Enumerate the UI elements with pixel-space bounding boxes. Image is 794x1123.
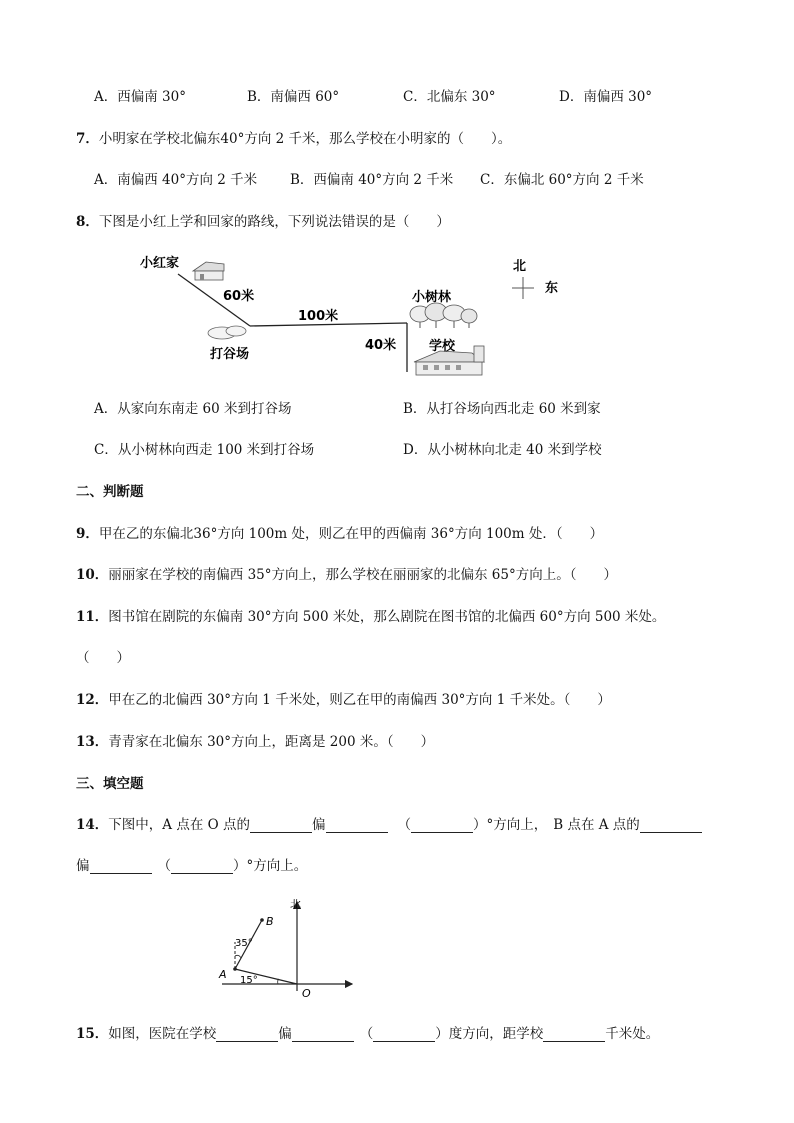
label-woods: 小树林: [412, 290, 452, 305]
q6-option-c: C．北偏东 30°: [403, 89, 496, 105]
house-icon: [193, 262, 224, 280]
q8-number: 8．: [76, 214, 99, 230]
label-home: 小红家: [140, 256, 180, 271]
question-9: [76, 526, 603, 542]
route-map-figure: [120, 250, 600, 390]
q14-blank-3[interactable]: [411, 818, 473, 833]
label-distance-100: 100米: [298, 309, 339, 324]
question-12: [76, 692, 611, 708]
q14-blank-5[interactable]: [90, 859, 152, 874]
q15-text-4: ）度方向，距学校: [435, 1026, 544, 1042]
q15-blank-1[interactable]: [216, 1027, 278, 1042]
section-heading-judgment: 二、判断题: [76, 484, 144, 500]
q6-option-b: B．南偏西 60°: [247, 89, 340, 105]
q15-blank-3[interactable]: [373, 1027, 435, 1042]
q9-number: 9．: [76, 526, 99, 542]
question-14-line-2: [76, 858, 307, 874]
q14-text-8: ）°方向上。: [233, 858, 308, 874]
q11-text: 图书馆在剧院的东偏南 30°方向 500 米处，那么剧院在图书馆的北偏西 60°方向 500 米处。: [108, 609, 666, 625]
q8-option-b: B．从打谷场向西北走 60 米到家: [403, 401, 601, 417]
q8-option-d: D．从小树林向北走 40 米到学校: [403, 442, 602, 458]
label-east: 东: [545, 281, 559, 296]
point-b: [260, 918, 264, 922]
question-10: [76, 567, 617, 583]
q13-text: 青青家在北偏东 30°方向上，距离是 200 米。（ ）: [108, 734, 435, 750]
label-distance-40: 40米: [365, 338, 397, 353]
label-b: B: [266, 915, 274, 928]
q7-number: 7．: [76, 131, 99, 147]
q15-text-3: （: [359, 1026, 374, 1042]
label-north: 北: [513, 259, 527, 274]
question-8: [76, 214, 450, 230]
q13-number: 13．: [76, 734, 109, 750]
q14-text-5: B 点在 A 点的: [553, 817, 640, 833]
direction-angle-figure: [210, 890, 360, 1002]
q7-text: 小明家在学校北偏东40°方向 2 千米，那么学校在小明家的（ ）。: [98, 131, 512, 147]
label-a: A: [219, 968, 227, 981]
threshing-field-icon: [208, 326, 246, 339]
q10-text: 丽丽家在学校的南偏西 35°方向上，那么学校在丽丽家的北偏东 65°方向上。（ ）: [108, 567, 617, 583]
q8-option-c: C．从小树林向西走 100 米到打谷场: [94, 442, 315, 458]
q14-text-2: 偏: [312, 817, 326, 833]
q15-text-5: 千米处。: [605, 1026, 660, 1042]
question-14-line-1: [76, 817, 702, 833]
q14-blank-2[interactable]: [326, 818, 388, 833]
q7-option-a: A．南偏西 40°方向 2 千米: [94, 172, 258, 188]
q8-text: 下图是小红上学和回家的路线，下列说法错误的是（ ）: [98, 214, 450, 230]
q11-answer-bracket: （ ）: [76, 650, 130, 666]
question-15: [76, 1026, 659, 1042]
q7-option-c: C．东偏北 60°方向 2 千米: [480, 172, 644, 188]
label-o: O: [302, 987, 311, 1000]
point-a: [233, 967, 237, 971]
q9-text: 甲在乙的东偏北36°方向 100m 处，则乙在甲的西偏南 36°方向 100m 处．（ ）: [98, 526, 604, 542]
q15-text-1: 如图，医院在学校: [108, 1026, 217, 1042]
q14-text-7: （: [157, 858, 171, 874]
q8-option-a: A．从家向东南走 60 米到打谷场: [94, 401, 292, 417]
label-north: 北: [290, 898, 301, 911]
q14-text-3: （: [397, 817, 411, 833]
label-distance-60: 60米: [223, 289, 255, 304]
q14-blank-1[interactable]: [250, 818, 312, 833]
q14-text-6: 偏: [76, 858, 90, 874]
q14-text-1: 下图中，A 点在 O 点的: [108, 817, 250, 833]
woods-icon: [410, 303, 477, 328]
label-angle-15: 15°: [240, 975, 258, 986]
q11-number: 11．: [76, 609, 109, 625]
section-heading-fill-in: 三、填空题: [76, 776, 144, 792]
q14-blank-4[interactable]: [640, 818, 702, 833]
q14-text-4: ）°方向上，: [473, 817, 548, 833]
q15-blank-2[interactable]: [292, 1027, 354, 1042]
label-school: 学校: [429, 339, 456, 354]
q10-number: 10．: [76, 567, 109, 583]
q6-option-a: A．西偏南 30°: [94, 89, 186, 105]
label-angle-35: 35°: [235, 938, 253, 949]
question-11: [76, 609, 665, 625]
q15-number: 15．: [76, 1026, 109, 1042]
label-field: 打谷场: [210, 347, 250, 362]
q12-text: 甲在乙的北偏西 30°方向 1 千米处，则乙在甲的南偏西 30°方向 1 千米处。（ ）: [108, 692, 611, 708]
q7-option-b: B．西偏南 40°方向 2 千米: [290, 172, 454, 188]
q14-number: 14．: [76, 817, 109, 833]
q6-option-d: D．南偏西 30°: [559, 89, 653, 105]
q15-blank-4[interactable]: [543, 1027, 605, 1042]
angle-arc-35: [235, 955, 241, 958]
q14-blank-6[interactable]: [171, 859, 233, 874]
question-7: [76, 131, 511, 147]
q12-number: 12．: [76, 692, 109, 708]
compass-icon: [512, 277, 534, 299]
q15-text-2: 偏: [278, 1026, 292, 1042]
question-13: [76, 734, 434, 750]
